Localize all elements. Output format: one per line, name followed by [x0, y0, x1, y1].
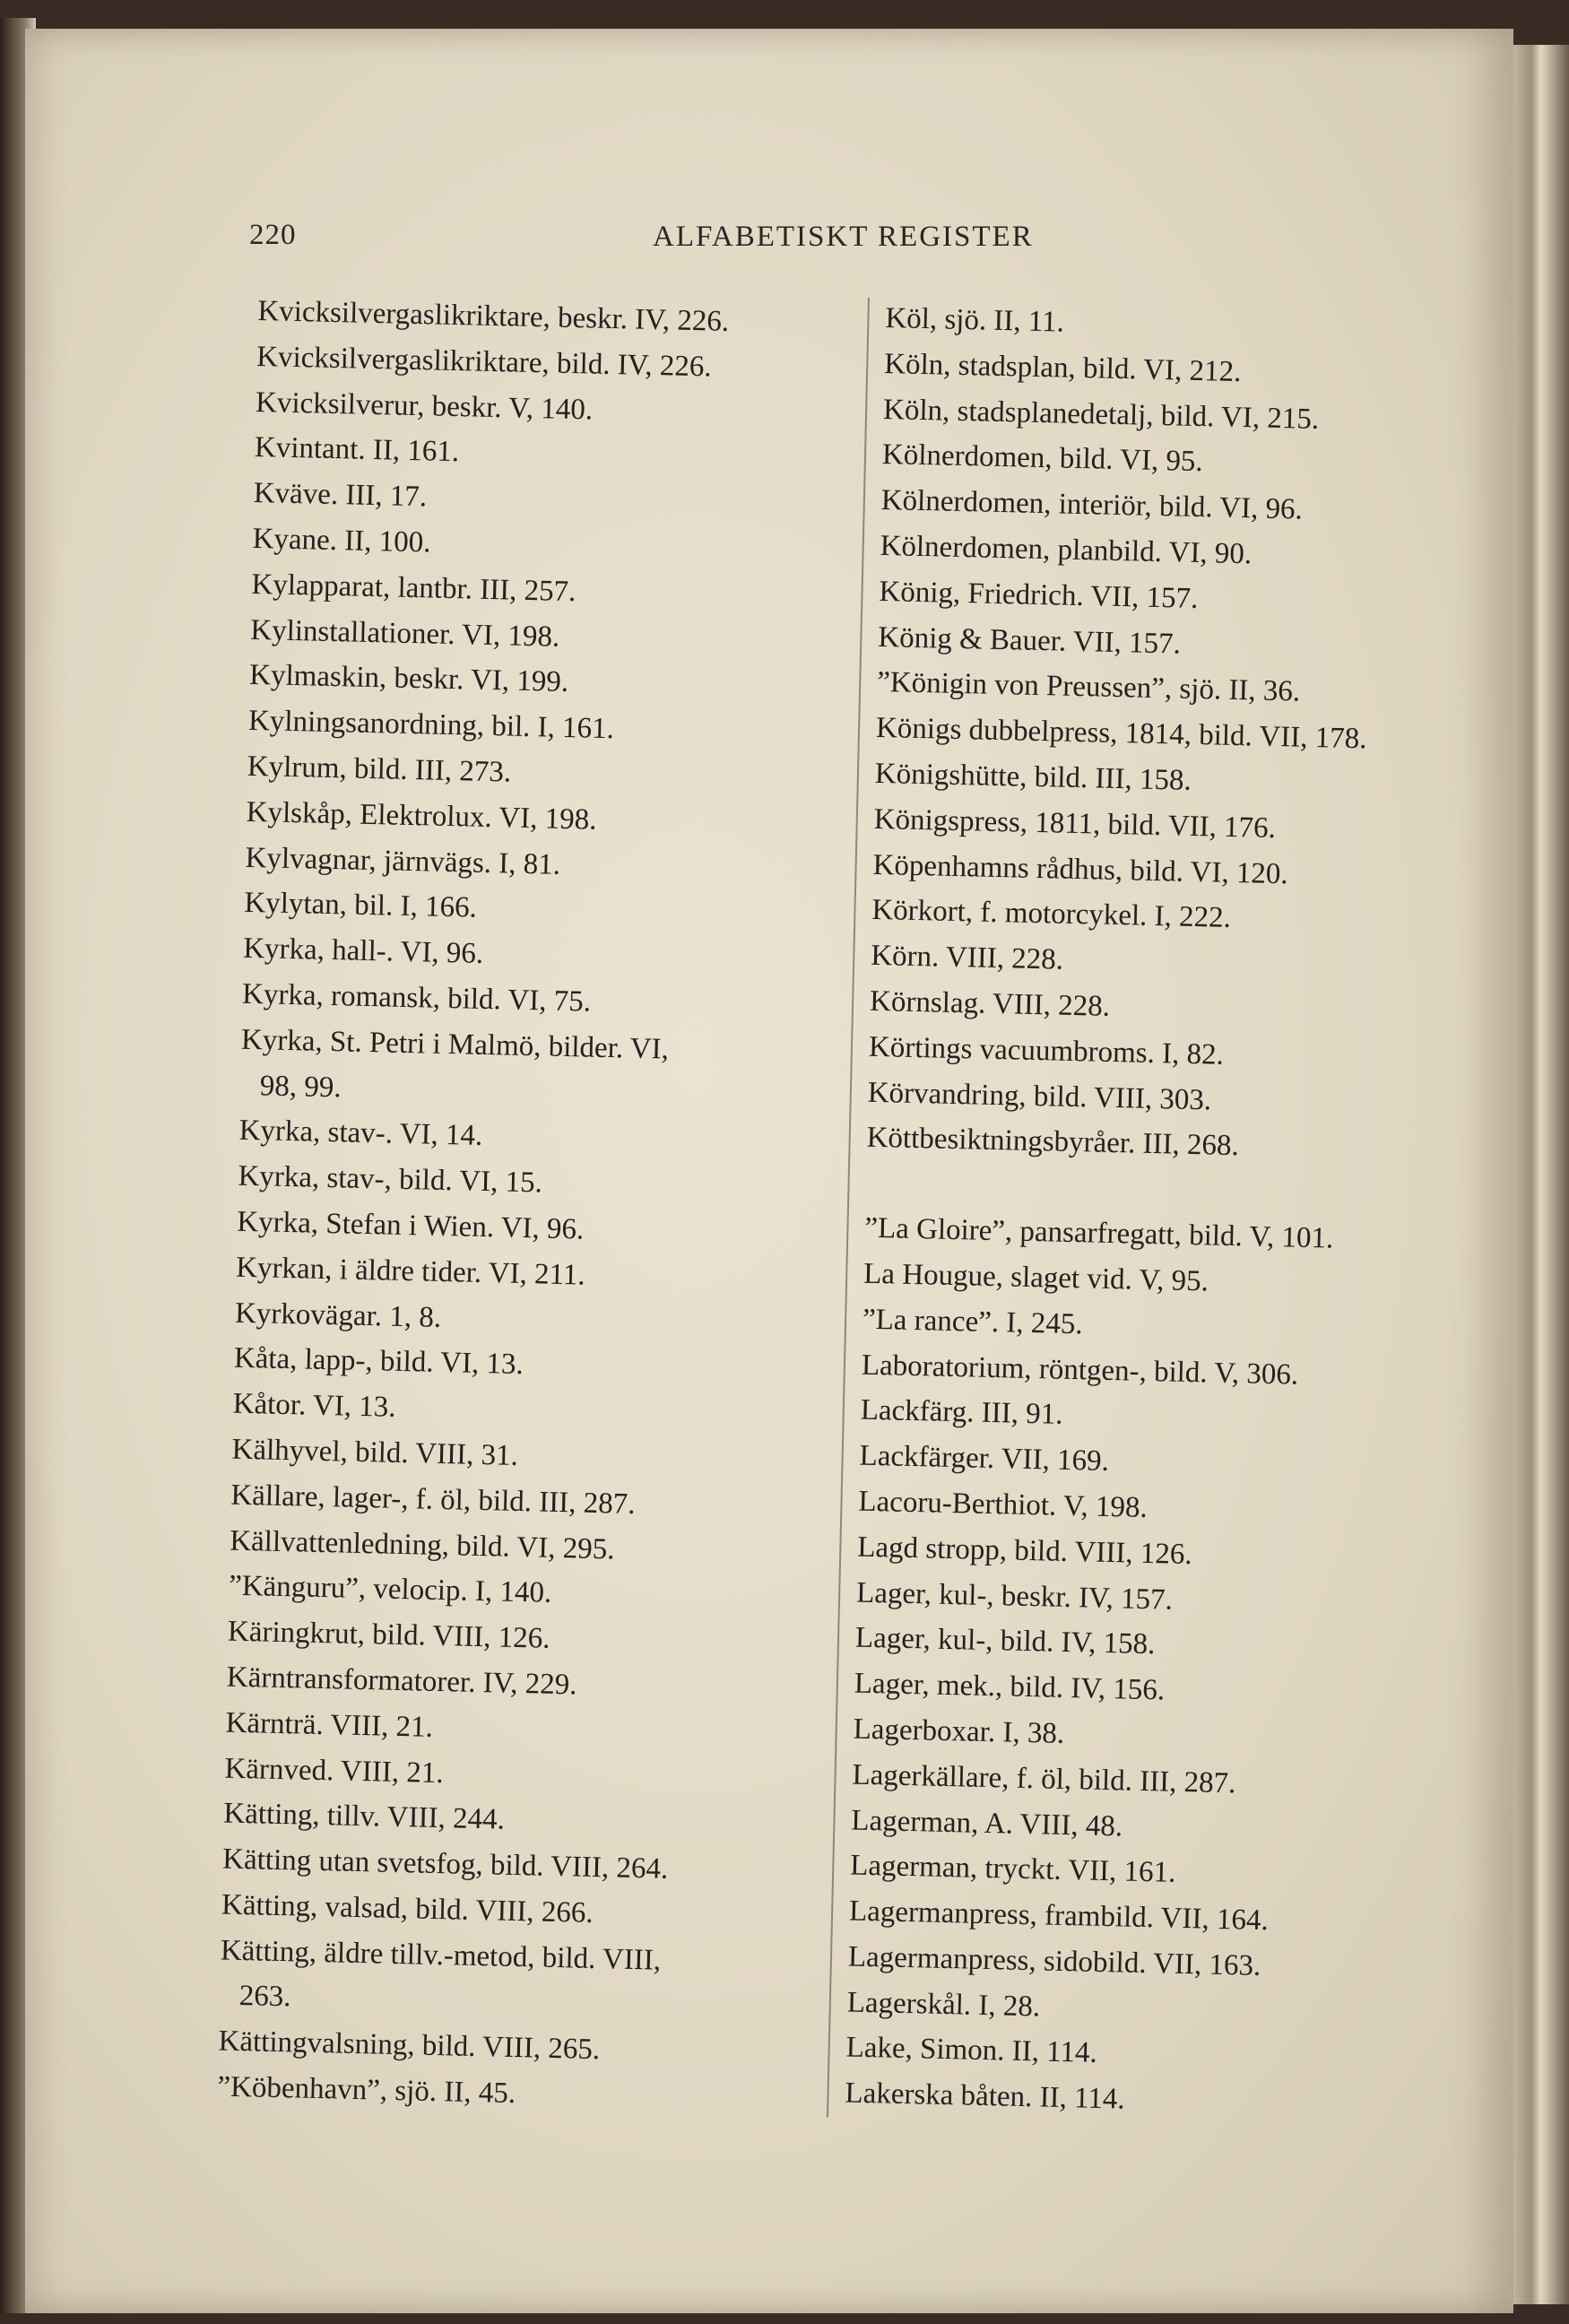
index-entry: Kylskåp, Elektrolux. VI, 198. [246, 795, 597, 837]
index-entry: Kväve. III, 17. [253, 477, 428, 514]
index-entry: Köln, stadsplan, bild. VI, 212. [883, 347, 1242, 388]
index-entry: Körtings vacuumbroms. I, 82. [868, 1030, 1225, 1071]
index-entry: ”Köbenhavn”, sjö. II, 45. [217, 2070, 516, 2111]
index-entry: Lagd stropp, bild. VIII, 126. [856, 1531, 1193, 1571]
index-entry: Köttbesiktningsbyråer. III, 268. [866, 1122, 1240, 1163]
index-entry: Körkort, f. motorcykel. I, 222. [871, 894, 1232, 935]
index-entry-continuation: 263. [238, 1980, 291, 2014]
index-entry: Kyrka, stav-. VI, 14. [238, 1114, 483, 1153]
index-entry: Kätting, äldre tillv.-metod, bild. VIII, [220, 1934, 662, 1977]
index-entry: Kärnträ. VIII, 21. [225, 1706, 434, 1744]
index-entry: Lackfärg. III, 91. [860, 1394, 1063, 1432]
index-entry: Köl, sjö. II, 11. [885, 301, 1065, 339]
index-entry: Lagermanpress, frambild. VII, 164. [848, 1895, 1270, 1938]
index-entry: Königs dubbelpress, 1814, bild. VII, 178. [875, 712, 1367, 756]
index-entry: Kyrka, romansk, bild. VI, 75. [241, 977, 592, 1019]
index-entry: Kylinstallationer. VI, 198. [249, 613, 560, 654]
index-entry: Kyrka, St. Petri i Malmö, bilder. VI, [240, 1023, 670, 1066]
index-entry: Königspress, 1811, bild. VII, 176. [873, 802, 1277, 845]
index-entry: Kylapparat, lantbr. III, 257. [251, 568, 576, 608]
index-entry: Lake, Simon. II, 114. [845, 2031, 1098, 2070]
index-entry: Kyrka, Stefan i Wien. VI, 96. [236, 1205, 585, 1246]
index-entry: Kåtor. VI, 13. [232, 1387, 396, 1424]
index-entry: Kvicksilvergaslikriktare, bild. IV, 226. [256, 340, 713, 384]
index-entry: Kärnved. VIII, 21. [224, 1752, 444, 1790]
index-entry: Körnslag. VIII, 228. [869, 984, 1111, 1023]
page-number: 220 [249, 219, 297, 251]
book-page [25, 29, 1513, 2313]
index-entry: Kyane. II, 100. [252, 522, 431, 559]
index-entry: ”Königin von Preussen”, sjö. II, 36. [876, 666, 1301, 708]
right-column [845, 296, 1478, 2130]
index-entry: Kylytan, bil. I, 166. [244, 887, 478, 925]
running-title: ALFABETISKT REGISTER [653, 221, 1034, 253]
index-entry: Kölnerdomen, planbild. VI, 90. [880, 529, 1253, 571]
index-entry: La Hougue, slaget vid. V, 95. [863, 1257, 1209, 1298]
index-entry: Lacoru-Berthiot. V, 198. [858, 1485, 1149, 1524]
index-entry: Kyrkan, i äldre tider. VI, 211. [235, 1251, 586, 1292]
index-entry: Königshütte, bild. III, 158. [874, 757, 1192, 797]
index-entry: Lagerman, A. VIII, 48. [851, 1804, 1123, 1843]
index-entry: Kåta, lapp-, bild. VI, 13. [233, 1342, 524, 1382]
index-entry: König & Bauer. VII, 157. [877, 620, 1182, 661]
index-entry: Kvicksilvergaslikriktare, beskr. IV, 226. [257, 294, 730, 338]
index-entry: Köln, stadsplanedetalj, bild. VI, 215. [882, 393, 1320, 436]
index-entry: Käringkrut, bild. VIII, 126. [227, 1615, 550, 1655]
index-entry: Kätting utan svetsfog, bild. VIII, 264. [221, 1843, 669, 1886]
index-entry: Kvicksilverur, beskr. V, 140. [255, 386, 594, 427]
page-header [249, 219, 1092, 255]
index-entry: Källare, lager-, f. öl, bild. III, 287. [230, 1479, 636, 1521]
index-entry: Kylningsanordning, bil. I, 161. [247, 705, 615, 746]
index-entry: Kylvagnar, järnvägs. I, 81. [245, 841, 561, 881]
index-entry: Kölnerdomen, interiör, bild. VI, 96. [880, 484, 1304, 526]
index-entry: ”La Gloire”, pansarfregatt, bild. V, 101. [863, 1211, 1334, 1255]
index-entry: Lagerkällare, f. öl, bild. III, 287. [852, 1758, 1236, 1799]
index-entry: Kätting, valsad, bild. VIII, 266. [221, 1888, 594, 1929]
index-entry: Kvintant. II, 161. [254, 431, 460, 469]
index-entry: Lagerboxar. I, 38. [853, 1713, 1065, 1750]
index-entry: Källvattenledning, bild. VI, 295. [229, 1524, 615, 1565]
index-entry: Kättingvalsning, bild. VIII, 265. [218, 2025, 601, 2067]
index-entry: Lagerskål. I, 28. [846, 1986, 1041, 2024]
index-entry: Körvandring, bild. VIII, 303. [867, 1076, 1212, 1117]
index-entry: Kälhyvel, bild. VIII, 31. [231, 1433, 519, 1472]
index-entry: Kölnerdomen, bild. VI, 95. [881, 438, 1204, 479]
left-column [217, 289, 859, 2124]
index-entry: Köpenhamns rådhus, bild. VI, 120. [872, 848, 1289, 890]
index-entry: Lagermanpress, sidobild. VII, 163. [847, 1940, 1261, 1982]
index-entry: Laboratorium, röntgen-, bild. V, 306. [861, 1348, 1299, 1392]
index-entry: Lager, kul-, beskr. IV, 157. [855, 1576, 1174, 1617]
index-entry: König, Friedrich. VII, 157. [879, 575, 1199, 615]
index-entry: Lagerman, tryckt. VII, 161. [849, 1849, 1176, 1890]
index-entry: Lager, mek., bild. IV, 156. [854, 1667, 1166, 1707]
index-entry: Kyrka, hall-. VI, 96. [242, 932, 484, 971]
index-entry: Lakerska båten. II, 114. [845, 2077, 1125, 2116]
index-entry: Kärntransformatorer. IV, 229. [226, 1661, 577, 1702]
index-entry: Kyrkovägar. 1, 8. [234, 1296, 442, 1334]
index-entry: ”Känguru”, velocip. I, 140. [228, 1569, 552, 1610]
index-entry: Kylmaskin, beskr. VI, 199. [248, 659, 569, 699]
index-entry: Körn. VIII, 228. [870, 939, 1064, 976]
index-entry: Lackfärger. VII, 169. [859, 1439, 1110, 1479]
index-entry: Kylrum, bild. III, 273. [247, 750, 512, 789]
index-entry: Kätting, tillv. VIII, 244. [222, 1797, 506, 1836]
index-entry-continuation: 98, 99. [259, 1069, 342, 1104]
book-edge-right [1506, 45, 1569, 2304]
index-entry: Lager, kul-, bild. IV, 158. [854, 1621, 1156, 1661]
index-entry: ”La rance”. I, 245. [862, 1303, 1083, 1341]
index-entry: Kyrka, stav-, bild. VI, 15. [238, 1159, 543, 1200]
